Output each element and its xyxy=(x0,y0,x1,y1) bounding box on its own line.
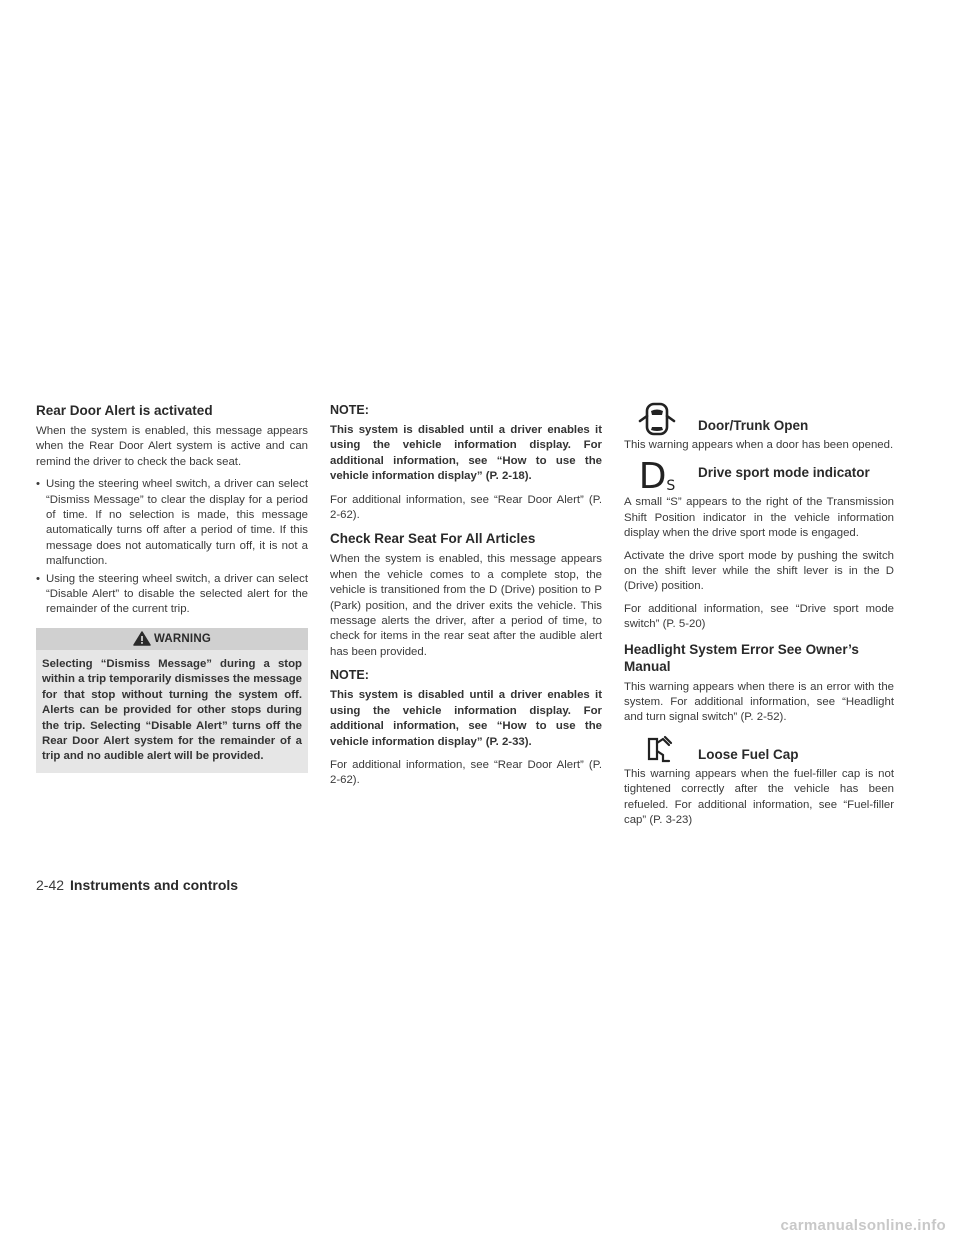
section-title-loose-fuel-cap: Loose Fuel Cap xyxy=(698,746,799,762)
warning-header xyxy=(36,628,308,650)
loose-fuel-cap-heading xyxy=(624,733,894,765)
drive-sport-heading xyxy=(624,456,894,498)
drive-sport-text: A small “S” appears to the right of the Transmission Shift Position indicator in the vehicle information display when the drive sport mode is engaged. xyxy=(624,496,894,540)
warning-text: Selecting “Dismiss Message” during a stop within a trip temporarily dismisses the message for that stop without turning the system off. Alerts can be provided for other stops during the trip. Selecting “Disable Alert” turns off the Rear Door Alert system for the remainder of a trip and no audible alert will be provided. xyxy=(42,657,302,763)
section-title-door-trunk-open: Door/Trunk Open xyxy=(698,418,809,433)
rear-door-alert-bullets xyxy=(36,477,308,618)
reference-text: For additional information, see “Rear Door Alert” (P. 2-62). xyxy=(330,493,602,522)
loose-fuel-cap-text: This warning appears when the fuel-filler cap is not tightened correctly after the vehicle has been refueled. For additional information, see “Fuel-filler cap” (P. 3-23) xyxy=(624,767,894,827)
rear-door-alert-intro: When the system is enabled, this message appears when the Rear Door Alert system is active and can remind the driver to check the back seat. xyxy=(36,425,308,468)
bullet-item: • Using the steering wheel switch, a driver can select “Dismiss Message” to clear the display for a period of time. If no selection is made, this message automatically turns off after a period of time. If this message does not automatically turn off, it is not a malfunction. xyxy=(36,477,308,569)
section-name: Instruments and controls xyxy=(70,877,239,893)
section-title-check-rear-seat: Check Rear Seat For All Articles xyxy=(330,531,536,547)
section-title-rear-door-alert: Rear Door Alert is activated xyxy=(36,403,213,418)
bullet-item: • Using the steering wheel switch, a driver can select “Disable Alert” to disable the selected alert for the remainder of the current trip. xyxy=(36,572,308,618)
door-trunk-heading xyxy=(624,402,894,436)
column-middle xyxy=(330,402,602,796)
drive-sport-text: Activate the drive sport mode by pushing the switch on the shift lever while the shift lever is in the D (Drive) position. xyxy=(624,549,894,593)
page-footer xyxy=(36,877,238,893)
section-title-drive-sport-mode: Drive sport mode indicator xyxy=(698,465,870,481)
watermark: carmanualsonline.info xyxy=(780,1217,946,1234)
reference-text: For additional information, see “Rear Door Alert” (P. 2-62). xyxy=(330,758,602,787)
door-trunk-text: This warning appears when a door has been opened. xyxy=(624,439,894,451)
note-title: NOTE: xyxy=(330,403,369,417)
drive-sport-sub-letter: S xyxy=(666,478,676,495)
warning-label: WARNING xyxy=(154,632,211,645)
warning-triangle-icon xyxy=(133,631,151,646)
section-title-headlight-error: Headlight System Error See Owner’s Manual xyxy=(624,641,859,674)
fuel-cap-icon xyxy=(624,733,690,765)
note-title: NOTE: xyxy=(330,668,369,683)
car-door-open-icon xyxy=(624,402,690,436)
column-left xyxy=(36,402,308,773)
page-number: 2-42 xyxy=(36,877,65,893)
headlight-error-text: This warning appears when there is an error with the system. For additional information, see “Headlight and turn signal switch” (P. 2-52). xyxy=(624,680,894,724)
warning-box xyxy=(36,628,308,773)
column-right xyxy=(624,402,894,836)
drive-sport-reference: For additional information, see “Drive sport mode switch” (P. 5-20) xyxy=(624,602,894,631)
note-text: This system is disabled until a driver enables it using the vehicle information display. For additional information, see “How to use the vehicle information display” (P. 2-18). xyxy=(330,424,602,483)
note-text: This system is disabled until a driver enables it using the vehicle information display. For additional information, see “How to use the vehicle information display” (P. 2-33). xyxy=(330,689,602,748)
drive-sport-icon xyxy=(624,456,690,498)
drive-sport-letter: D xyxy=(638,456,667,498)
check-rear-seat-body: When the system is enabled, this message appears when the vehicle comes to a complete stop, the vehicle is transitioned from the D (Drive) position to P (Park) position, and the driver exits the vehicle. This message alerts the driver, after a period of time, to check for items in the rear seat after the audible alert has been provided. xyxy=(330,553,602,658)
